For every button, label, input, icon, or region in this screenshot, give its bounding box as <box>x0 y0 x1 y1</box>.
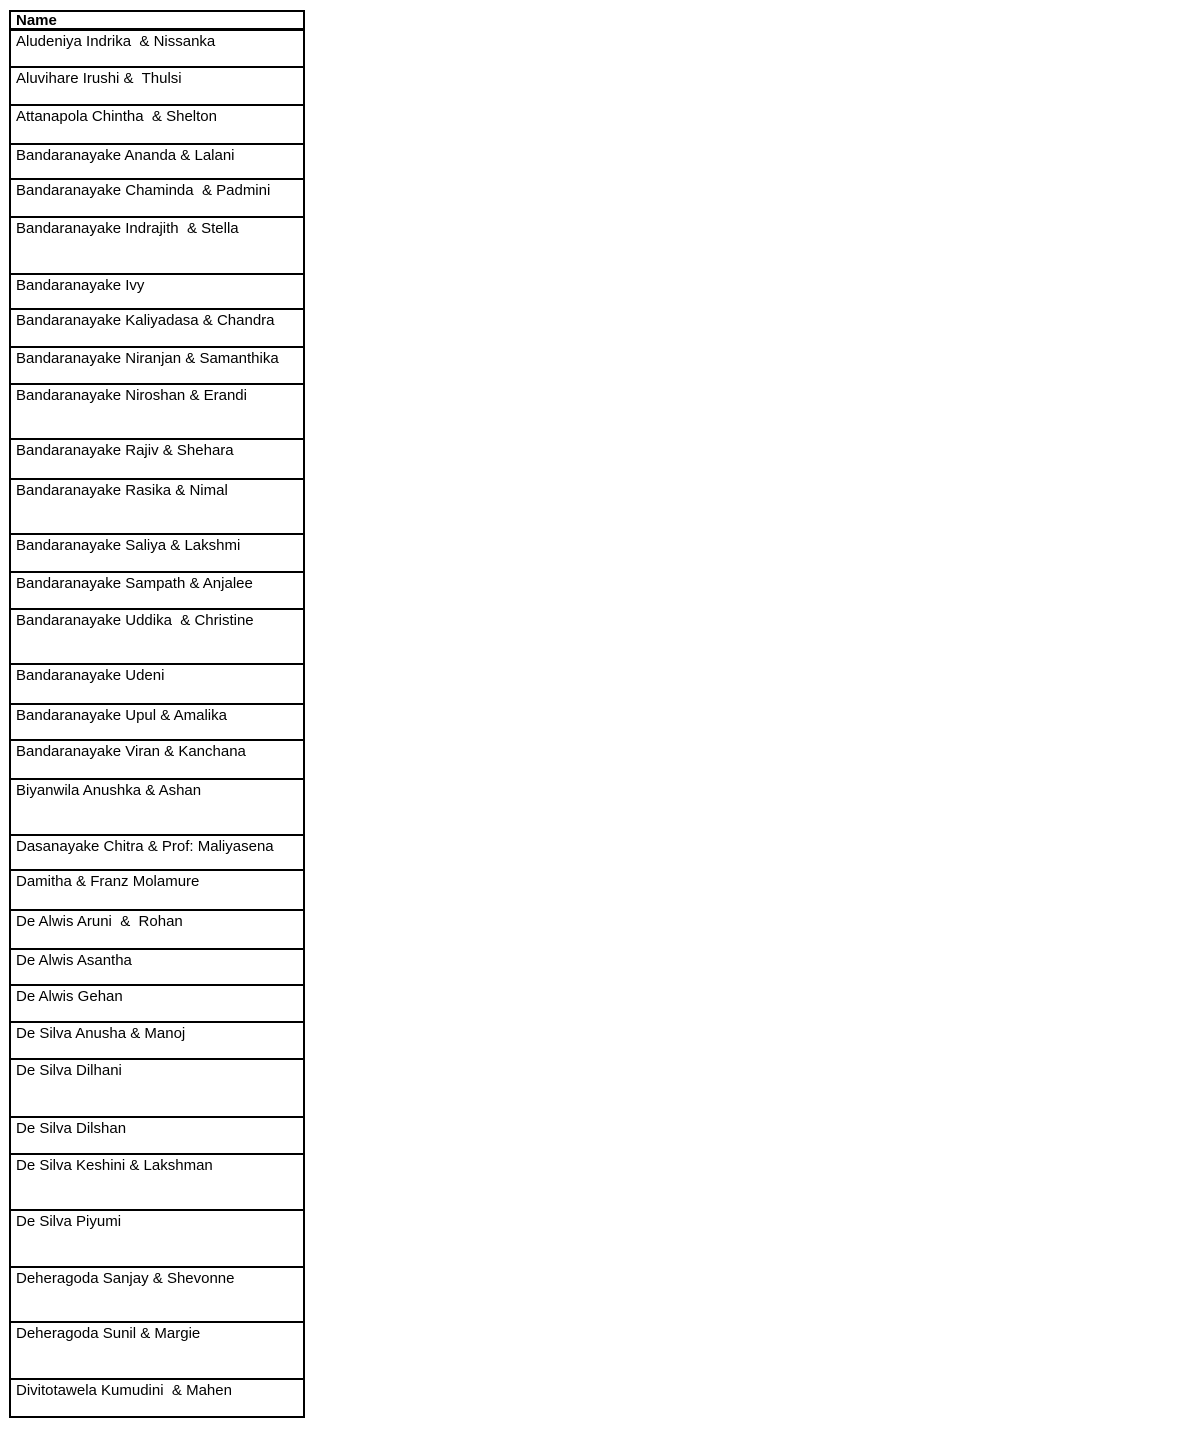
table-row: Dasanayake Chitra & Prof: Maliyasena <box>11 836 303 871</box>
table-row: Bandaranayake Udeni <box>11 665 303 705</box>
table-row: Bandaranayake Ananda & Lalani <box>11 145 303 180</box>
table-row: De Silva Dilshan <box>11 1118 303 1155</box>
table-row: Bandaranayake Upul & Amalika <box>11 705 303 741</box>
table-row: Bandaranayake Niranjan & Samanthika <box>11 348 303 385</box>
table-header-name: Name <box>11 12 303 31</box>
table-row: Bandaranayake Ivy <box>11 275 303 310</box>
table-row: Attanapola Chintha & Shelton <box>11 106 303 145</box>
table-row: Bandaranayake Rasika & Nimal <box>11 480 303 535</box>
table-row: Bandaranayake Viran & Kanchana <box>11 741 303 780</box>
table-row: Deheragoda Sanjay & Shevonne <box>11 1268 303 1323</box>
table-row: De Silva Piyumi <box>11 1211 303 1268</box>
table-row: Divitotawela Kumudini & Mahen <box>16 1382 232 1399</box>
table-row: Deheragoda Sunil & Margie <box>11 1323 303 1380</box>
table-row: Bandaranayake Indrajith & Stella <box>11 218 303 275</box>
table-row: De Silva Dilhani <box>11 1060 303 1118</box>
table-row: Bandaranayake Kaliyadasa & Chandra <box>11 310 303 348</box>
table-row: Biyanwila Anushka & Ashan <box>11 780 303 836</box>
table-row: De Alwis Gehan <box>11 986 303 1023</box>
table-row: Bandaranayake Niroshan & Erandi <box>11 385 303 440</box>
table-row: Aludeniya Indrika & Nissanka <box>11 31 303 68</box>
table-row: Bandaranayake Rajiv & Shehara <box>11 440 303 480</box>
table-row: Bandaranayake Sampath & Anjalee <box>11 573 303 610</box>
names-table <box>9 10 305 1418</box>
table-row: De Alwis Asantha <box>11 950 303 986</box>
table-row: Damitha & Franz Molamure <box>11 871 303 911</box>
table-row: De Silva Keshini & Lakshman <box>11 1155 303 1211</box>
table-row: Bandaranayake Uddika & Christine <box>11 610 303 665</box>
table-row: Bandaranayake Chaminda & Padmini <box>11 180 303 218</box>
table-row: De Alwis Aruni & Rohan <box>11 911 303 950</box>
table-row: Bandaranayake Saliya & Lakshmi <box>11 535 303 573</box>
table-row: Aluvihare Irushi & Thulsi <box>11 68 303 106</box>
table-row: De Silva Anusha & Manoj <box>11 1023 303 1060</box>
